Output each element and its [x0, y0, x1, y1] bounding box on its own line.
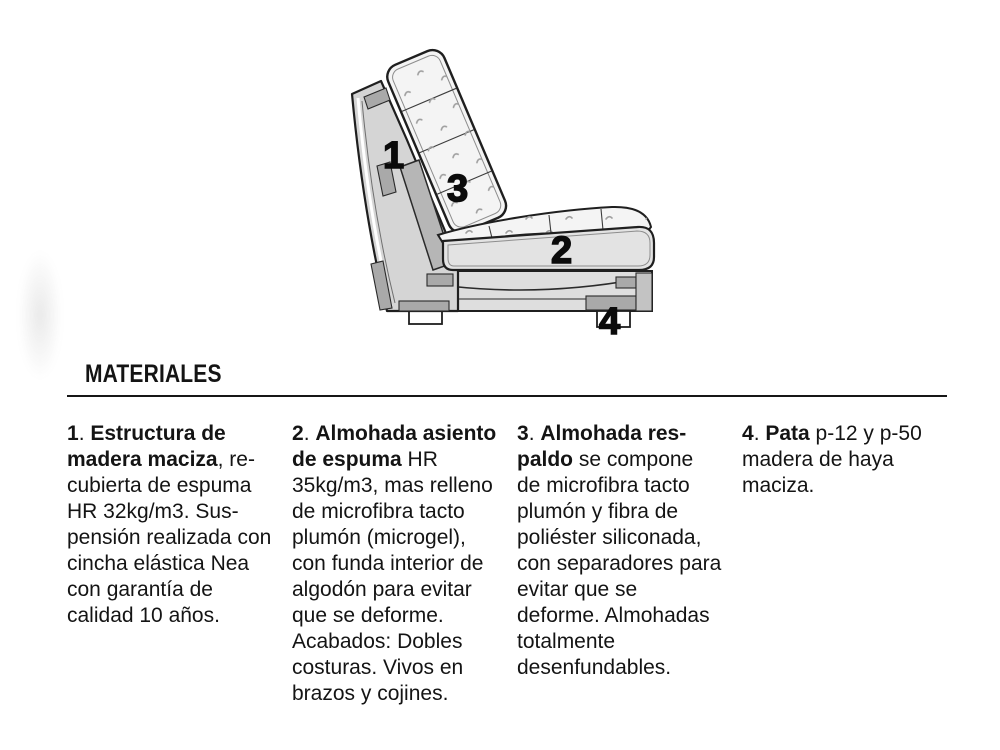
materials-heading: MATERIALES [85, 360, 222, 388]
material-item-3 [517, 421, 722, 707]
number-separator: . [303, 422, 316, 445]
material-number: 1 [67, 422, 79, 445]
callout-1: 1 [383, 135, 405, 177]
material-item-2 [292, 421, 497, 707]
left-leg-shape [409, 311, 442, 324]
callout-3: 3 [447, 168, 469, 210]
material-number: 4 [742, 422, 754, 445]
callout-4: 4 [599, 301, 621, 343]
number-separator: . [528, 422, 541, 445]
materials-section [67, 360, 947, 707]
material-text: , recubierta de espuma HR 32kg/m3. Suspensión realizada con cincha elástica Nea con garantía de calidad 10 años. [67, 448, 272, 627]
material-title: Pata [765, 422, 810, 445]
material-item-4 [742, 421, 947, 707]
material-item-1 [67, 421, 272, 707]
heading-divider [67, 395, 947, 397]
material-text: HR 35kg/m3, mas relleno de microfibra tacto plumón (microgel), con funda interior de algodón para evitar que se deforme. Acabados: Dobles costuras. Vivos en brazos y cojines. [292, 448, 493, 705]
material-number: 2 [292, 422, 304, 445]
material-title: Almohada respaldo [517, 422, 687, 471]
callout-2: 2 [551, 230, 573, 272]
number-separator: . [753, 422, 766, 445]
material-text: p-12 y p-50 madera de haya maciza. [742, 422, 922, 497]
legs-shape [409, 311, 630, 327]
material-title: Estructura de madera maciza [67, 422, 226, 471]
number-separator: . [78, 422, 91, 445]
material-text: se compone de microfibra tacto plumón y fibra de poliéster siliconada, con separadores para evitar que se deforme. Almohadas totalmente desenfundables. [517, 448, 722, 679]
materials-columns [67, 421, 947, 707]
material-title: Almohada asiento de espuma [292, 422, 497, 471]
material-number: 3 [517, 422, 529, 445]
